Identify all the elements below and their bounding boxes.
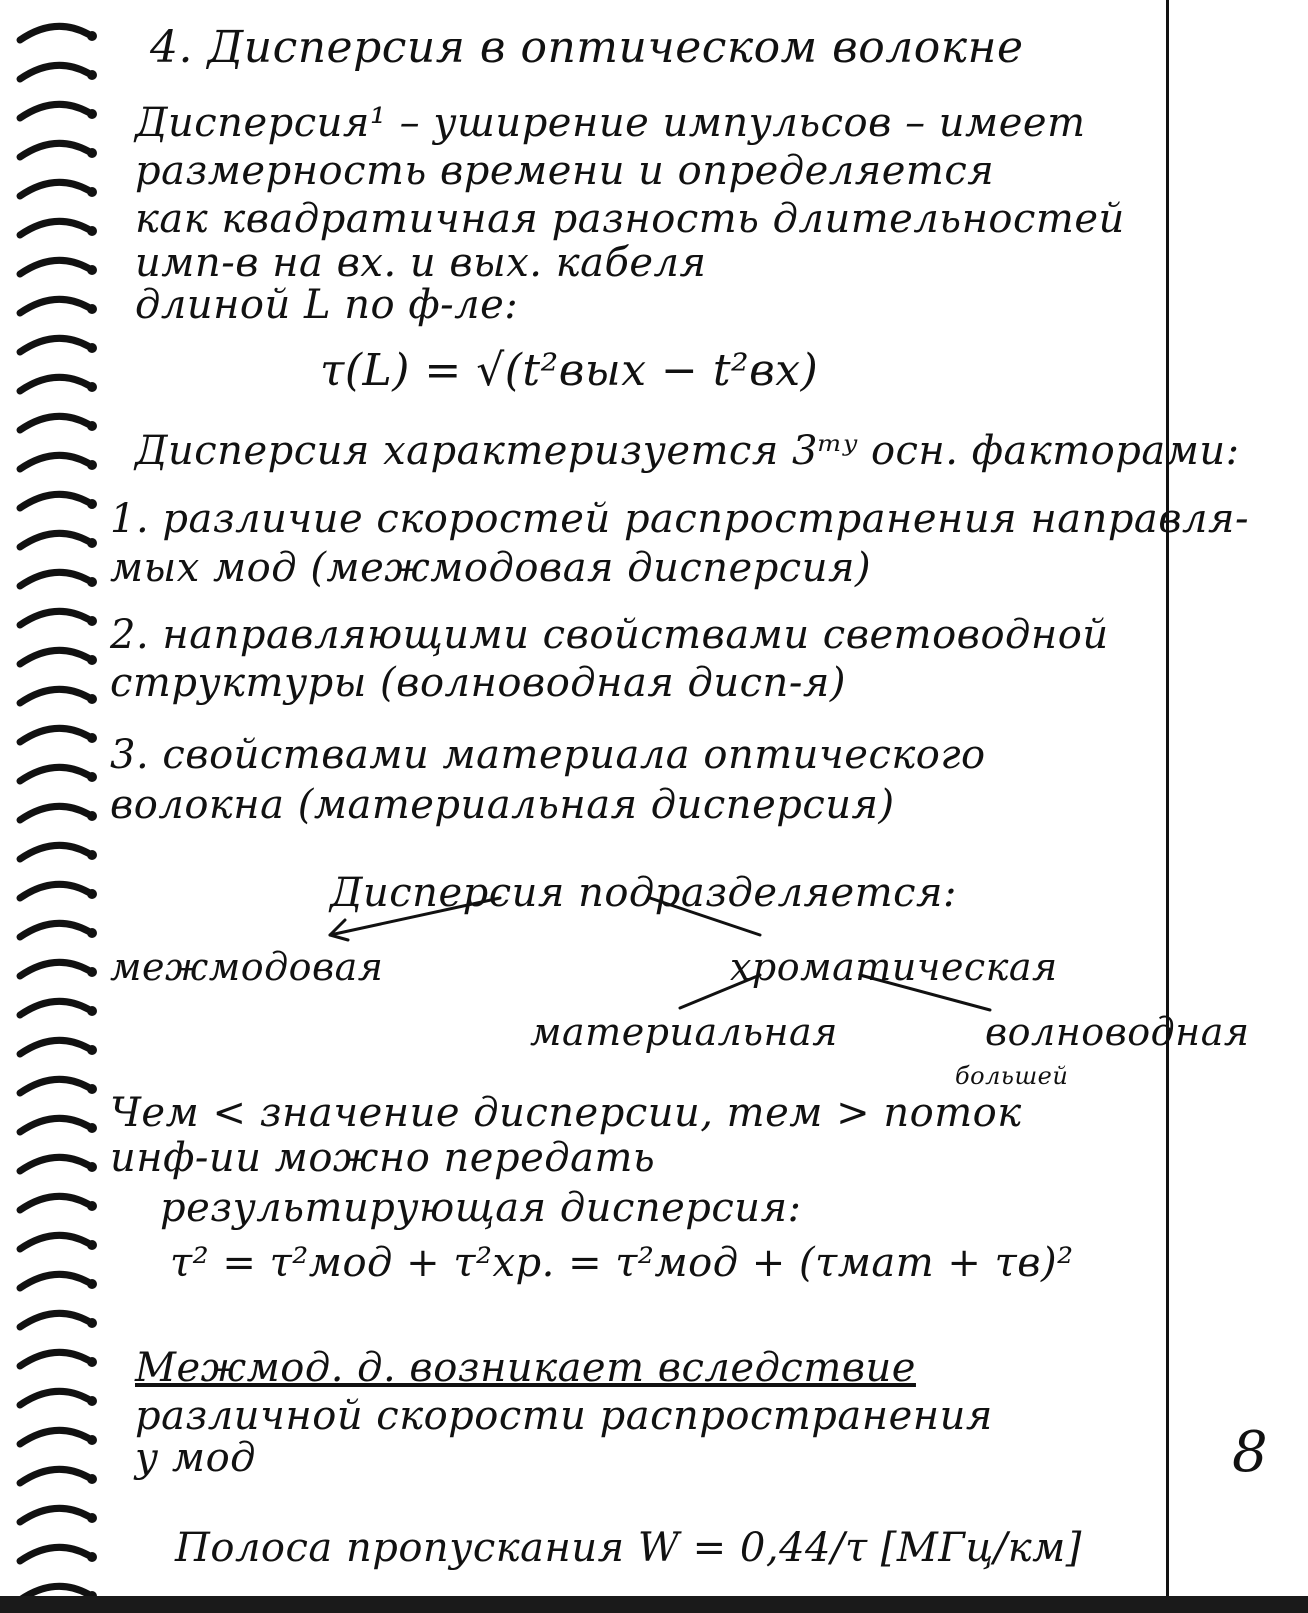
intermodal-section-line-2: различной скорости распространения [135,1393,993,1439]
arrow-to-chromatic [650,898,760,935]
factor-1-line-1: 1. различие скоростей распространения направля- [110,496,1250,542]
factor-2-line-2: структуры (волноводная дисп-я) [110,660,846,706]
arrow-to-intermodal-head [330,920,348,940]
page-title: 4. Дисперсия в оптическом волокне [150,22,1024,73]
definition-line-4: имп-в на вх. и вых. кабеля [135,240,707,286]
material-label: материальная [530,1010,838,1054]
conclusion-line-2: инф-ии можно передать [110,1135,656,1181]
dispersion-formula: τ(L) = √(t²вых − t²вх) [320,345,819,396]
factor-1-line-2: мых мод (межмодовая дисперсия) [110,545,872,591]
arrow-to-waveguide [860,975,990,1010]
definition-line-3: как квадратичная разность длительностей [135,196,1125,242]
arrow-to-intermodal [330,898,500,935]
classification-heading: Дисперсия подразделяется: [330,870,957,916]
page-number: 8 [1232,1420,1269,1485]
chromatic-label: хроматическая [730,945,1058,989]
intermodal-label: межмодовая [110,945,384,989]
factor-2-line-1: 2. направляющими свойствами световодной [110,612,1109,658]
definition-line-2: размерность времени и определяется [135,148,995,194]
waveguide-label: волноводная [985,1010,1250,1054]
page-bottom-edge [0,1596,1308,1613]
definition-line-5: длиной L по ф-ле: [135,282,519,328]
factors-intro: Дисперсия характеризуется 3ᵐʸ осн. факторами: [135,428,1240,474]
intermodal-section-line-1: Межмод. д. возникает вследствие [135,1345,916,1391]
intermodal-section-line-3: у мод [135,1435,257,1481]
arrow-to-material [680,975,760,1008]
factor-3-line-2: волокна (материальная дисперсия) [110,782,895,828]
definition-line-1: Дисперсия¹ – уширение импульсов – имеет [135,100,1086,146]
small-note: большей [955,1062,1069,1090]
conclusion-line-1: Чем < значение дисперсии, тем > поток [110,1090,1022,1136]
factor-3-line-1: 3. свойствами материала оптического [110,732,986,778]
bandwidth-line: Полоса пропускания W = 0,44/τ [МГц/км] [175,1525,1082,1571]
conclusion-line-3: результирующая дисперсия: [160,1185,802,1231]
resulting-dispersion-formula: τ² = τ²мод + τ²хр. = τ²мод + (τмат + τв)² [170,1240,1074,1286]
